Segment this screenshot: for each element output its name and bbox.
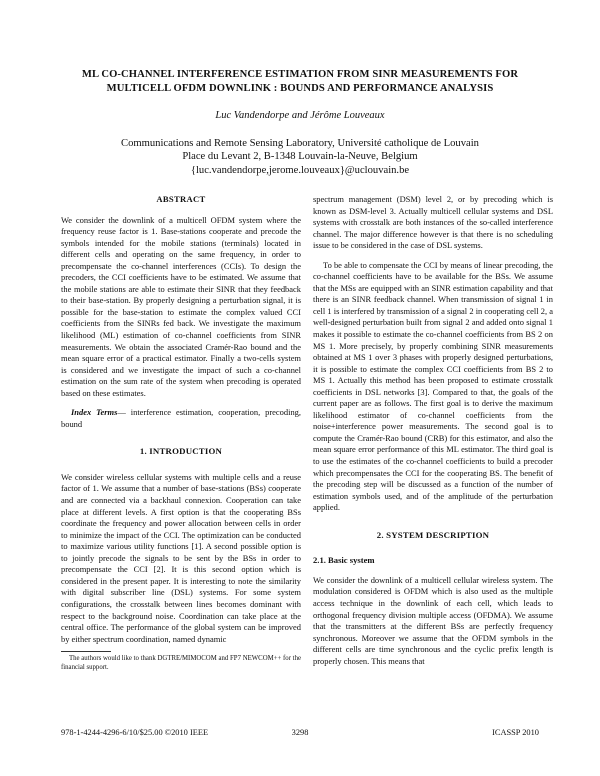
footnote-rule (61, 651, 111, 652)
footer-venue: ICASSP 2010 (492, 728, 539, 737)
abstract-heading: ABSTRACT (156, 194, 206, 204)
index-terms-label: Index Terms (71, 407, 118, 418)
paper-title (40, 68, 560, 96)
system-description-heading: 2. SYSTEM DESCRIPTION (376, 529, 490, 540)
introduction-paragraph: We consider wireless cellular systems with multiple cells and a reuse factor of 1. We assume that a number of base-stations (BSs) cooperate and are connected via a backhaul connexion. Cooperation can take place at different levels. A first option is that the cooperating BSs coordinate the frequency and power allocation between cells in order to minimize the impact of the CCI. The optimization can be conducted to maximize various utility functions [1]. A second possible option is to jointly precode the signals to be sent by the BSs in order to precompensate the CCI [2]. It is this second option which is considered in the present paper. It is interesting to note the similarity with digital subscriber line (DSL) systems. For some system configurations, the crosstalk between lines becomes dominant with respect to the background noise. Coordination can take place at the central office. The performance of the global system can be improved by either spectrum coordination, named dynamic (61, 471, 301, 644)
affiliation-line-2: Place du Levant 2, B-1348 Louvain-la-Neuve, Belgium (182, 151, 418, 163)
abstract-text: We consider the downlink of a multicell OFDM system where the frequency reuse factor is 1. Base-stations cooperate and precode the symbols intended for the mobile stations (terminals) located in different cells and operating on the same frequency, in order to precompensate the co-channel interferences (CCIs). To design the precoders, the CCI coefficients have to be estimated. We assume that the mobile stations are able to estimate their SINR that they feedback to their base-station. By properly designing a perturbation signal, it is possible for the base-station to estimate the complex valued CCI coefficients from the SINRs fed back. We investigate the maximum likelihood (ML) estimation of co-channel coefficients from SINR measurements. We obtain the associated Cramér-Rao bound and the mean square error of a practical estimator. Finally a two-cells system is considered and we investigate the impact of such a co-channel estimation on the sum rate of the system when precoding is operated based on these estimates. (61, 214, 301, 398)
right-paragraph-2: To be able to compensate the CCI by means of linear precoding, the co-channel coefficients have to be available for the BSs. We assume that the MSs are equipped with an SINR estimation capability and that there is an SINR feedback channel. When transmission of signal 1 in cell 1 is interfered by transmission of a signal 2 in cooperating cell 2, a well-designed perturbation built from signal 2 and added onto signal 1 makes it possible to estimate the co-channel coefficients from BS 2 on MS 1. More precisely, by properly combining SINR measurements obtained at MS 1 over 3 phases with properly designed perturbations, it is possible to estimate the complex CCI coefficients from BS 2 to MS 1. Actually this method has been proposed to estimate crosstalk coefficients in DSL networks [3]. Compared to that, the goals of the current paper are as follows. The first goal is to derive the maximum likelihood estimator of co-channel coefficients from the noise+interference power measurements. The second goal is to compute the Cramér-Rao bound (CRB) for this estimator, and also the mean square error performance of this ML estimator. The third goal is to use the estimates of the co-channel coefficients to build a precoder which precompensates the CCI for the cooperating BS. The benefit of the precoding step will be discussed as a function of the number of estimation symbols used, and of the amplitude of the perturbation applied. (313, 259, 553, 513)
index-terms (61, 407, 301, 430)
right-paragraph-3: We consider the downlink of a multicell cellular wireless system. The modulation considered is OFDM which is also used as the multiple access technique in the downlink of each cell, which leads to orthogonal frequency division multiple access (OFDMA). We assume that the transmitters at the different BSs are perfectly frequency synchronous. Moreover we assume that the OFDM symbols in the different cells are time synchronous and the cyclic prefix length is properly chosen. This means that (313, 574, 553, 666)
affiliation-line-1: Communications and Remote Sensing Laboratory, Université catholique de Louvain (121, 138, 479, 149)
title-line-1: ML CO-CHANNEL INTERFERENCE ESTIMATION FROM SINR MEASUREMENTS FOR (81, 69, 519, 80)
left-column (61, 194, 301, 672)
right-column (313, 194, 553, 667)
authors: Luc Vandendorpe and Jérôme Louveaux (215, 110, 385, 121)
footer-page-number: 3298 (291, 728, 309, 737)
footer-isbn: 978-1-4244-4296-6/10/$25.00 ©2010 IEEE (61, 728, 209, 737)
index-terms-text: — interference estimation, cooperation, precoding, bound (61, 407, 301, 429)
title-line-2: MULTICELL OFDM DOWNLINK : BOUNDS AND PERFORMANCE ANALYSIS (106, 83, 494, 94)
basic-system-heading: 2.1. Basic system (313, 555, 375, 566)
right-paragraph-1: spectrum management (DSM) level 2, or by precoding which is known as DSM-level 3. Actually multicell cellular systems and DSL systems with crosstalk are both instances of the so-called interference channel. The major difference however is that there is no scheduling issue to be considered in the case of DSL systems. (313, 194, 553, 251)
footnote: The authors would like to thank DGTRE/MIMOCOM and FP7 NEWCOM++ for the financial support. (61, 655, 301, 671)
introduction-heading: 1. INTRODUCTION (139, 446, 223, 457)
affiliation (40, 137, 560, 177)
affiliation-emails: {luc.vandendorpe,jerome.louveaux}@uclouvain.be (190, 164, 410, 176)
